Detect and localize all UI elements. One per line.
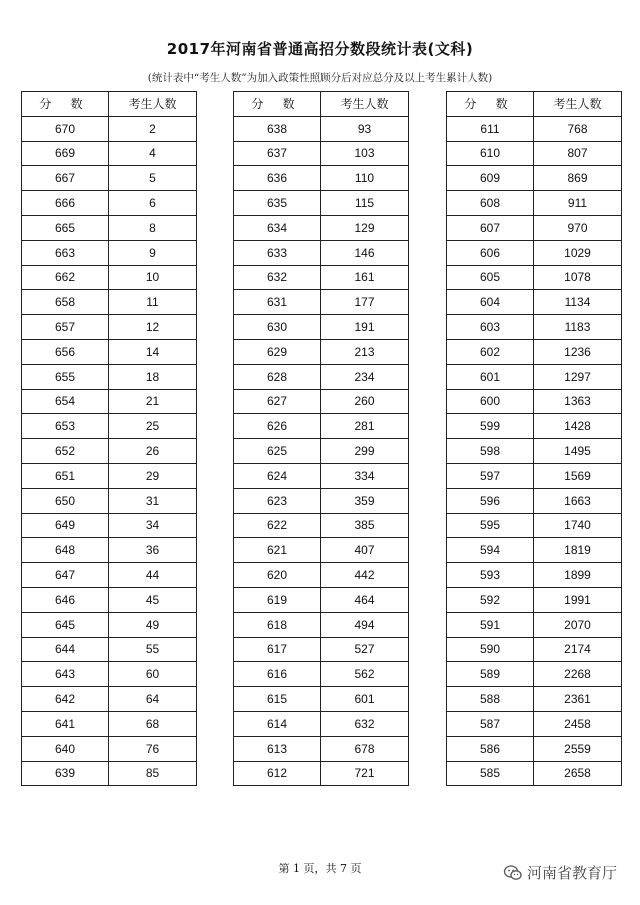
score-cell: 651 <box>22 463 109 488</box>
score-cell: 590 <box>447 637 534 662</box>
count-cell: 807 <box>534 141 622 166</box>
table-row <box>234 439 409 464</box>
score-cell: 624 <box>234 463 321 488</box>
count-cell: 1991 <box>534 587 622 612</box>
score-cell: 599 <box>447 414 534 439</box>
count-cell: 49 <box>109 612 197 637</box>
count-cell: 678 <box>321 736 409 761</box>
count-cell: 869 <box>534 166 622 191</box>
score-cell: 594 <box>447 538 534 563</box>
count-cell: 31 <box>109 488 197 513</box>
score-cell: 612 <box>234 761 321 786</box>
score-cell: 600 <box>447 389 534 414</box>
score-cell: 638 <box>234 116 321 141</box>
count-cell: 103 <box>321 141 409 166</box>
count-cell: 146 <box>321 240 409 265</box>
score-cell: 662 <box>22 265 109 290</box>
score-cell: 652 <box>22 439 109 464</box>
table-row <box>447 563 622 588</box>
count-cell: 1663 <box>534 488 622 513</box>
score-cell: 593 <box>447 563 534 588</box>
table-row <box>234 612 409 637</box>
count-cell: 2268 <box>534 662 622 687</box>
table-row <box>447 687 622 712</box>
score-cell: 604 <box>447 290 534 315</box>
table-row <box>22 364 197 389</box>
score-cell: 667 <box>22 166 109 191</box>
score-cell: 640 <box>22 736 109 761</box>
table-row <box>22 389 197 414</box>
score-cell: 650 <box>22 488 109 513</box>
score-cell: 666 <box>22 191 109 216</box>
count-cell: 34 <box>109 513 197 538</box>
score-cell: 605 <box>447 265 534 290</box>
score-cell: 641 <box>22 711 109 736</box>
count-cell: 911 <box>534 191 622 216</box>
score-cell: 629 <box>234 339 321 364</box>
count-cell: 10 <box>109 265 197 290</box>
score-cell: 670 <box>22 116 109 141</box>
count-cell: 1029 <box>534 240 622 265</box>
table-row <box>234 587 409 612</box>
count-cell: 29 <box>109 463 197 488</box>
table-row <box>447 166 622 191</box>
table-row <box>447 315 622 340</box>
table-row <box>234 736 409 761</box>
count-cell: 1495 <box>534 439 622 464</box>
score-cell: 615 <box>234 687 321 712</box>
table-row <box>447 364 622 389</box>
table-row <box>234 191 409 216</box>
count-cell: 494 <box>321 612 409 637</box>
table-row <box>447 141 622 166</box>
score-cell: 608 <box>447 191 534 216</box>
table-row <box>447 711 622 736</box>
table-row <box>234 637 409 662</box>
table-row <box>22 166 197 191</box>
score-cell: 619 <box>234 587 321 612</box>
score-table-3 <box>446 91 622 786</box>
score-cell: 613 <box>234 736 321 761</box>
table-body <box>234 116 409 786</box>
table-row <box>22 439 197 464</box>
table-row <box>22 637 197 662</box>
score-header: 分 数 <box>234 92 321 117</box>
table-row <box>22 612 197 637</box>
count-cell: 213 <box>321 339 409 364</box>
count-cell: 1740 <box>534 513 622 538</box>
score-cell: 649 <box>22 513 109 538</box>
table-body <box>22 116 197 786</box>
table-body <box>447 116 622 786</box>
count-cell: 1134 <box>534 290 622 315</box>
score-cell: 620 <box>234 563 321 588</box>
count-cell: 64 <box>109 687 197 712</box>
table-row <box>22 587 197 612</box>
count-cell: 562 <box>321 662 409 687</box>
count-cell: 12 <box>109 315 197 340</box>
page-number: 第 1 页，共 7 页 <box>278 862 362 875</box>
count-cell: 632 <box>321 711 409 736</box>
table-row <box>234 563 409 588</box>
table-row <box>234 761 409 786</box>
count-cell: 464 <box>321 587 409 612</box>
score-cell: 601 <box>447 364 534 389</box>
table-row <box>22 513 197 538</box>
table-row <box>234 215 409 240</box>
score-cell: 633 <box>234 240 321 265</box>
table-row <box>234 364 409 389</box>
score-cell: 645 <box>22 612 109 637</box>
table-row <box>234 166 409 191</box>
wechat-icon <box>503 864 523 882</box>
table-row <box>22 191 197 216</box>
table-row <box>447 662 622 687</box>
table-row <box>447 637 622 662</box>
score-cell: 631 <box>234 290 321 315</box>
count-header: 考生人数 <box>109 92 197 117</box>
table-row <box>447 513 622 538</box>
table-row <box>234 662 409 687</box>
score-cell: 635 <box>234 191 321 216</box>
table-row <box>22 761 197 786</box>
count-cell: 385 <box>321 513 409 538</box>
count-cell: 11 <box>109 290 197 315</box>
count-cell: 26 <box>109 439 197 464</box>
count-cell: 4 <box>109 141 197 166</box>
score-cell: 654 <box>22 389 109 414</box>
score-cell: 665 <box>22 215 109 240</box>
count-cell: 115 <box>321 191 409 216</box>
score-cell: 658 <box>22 290 109 315</box>
count-cell: 21 <box>109 389 197 414</box>
table-row <box>234 290 409 315</box>
table-row <box>447 761 622 786</box>
table-row <box>447 191 622 216</box>
count-cell: 6 <box>109 191 197 216</box>
score-cell: 648 <box>22 538 109 563</box>
count-cell: 9 <box>109 240 197 265</box>
score-cell: 592 <box>447 587 534 612</box>
count-cell: 1183 <box>534 315 622 340</box>
count-cell: 18 <box>109 364 197 389</box>
table-row <box>447 463 622 488</box>
table-row <box>22 488 197 513</box>
table-row <box>22 414 197 439</box>
count-cell: 2 <box>109 116 197 141</box>
score-cell: 596 <box>447 488 534 513</box>
page-title: 2017年河南省普通高招分数段统计表(文科) <box>166 40 474 58</box>
count-cell: 36 <box>109 538 197 563</box>
table-row <box>447 116 622 141</box>
score-cell: 639 <box>22 761 109 786</box>
score-cell: 626 <box>234 414 321 439</box>
table-row <box>22 215 197 240</box>
count-cell: 442 <box>321 563 409 588</box>
score-cell: 637 <box>234 141 321 166</box>
score-cell: 611 <box>447 116 534 141</box>
score-cell: 609 <box>447 166 534 191</box>
table-row <box>447 538 622 563</box>
count-cell: 93 <box>321 116 409 141</box>
table-row <box>447 215 622 240</box>
table-row <box>234 339 409 364</box>
table-row <box>234 687 409 712</box>
score-cell: 617 <box>234 637 321 662</box>
score-cell: 589 <box>447 662 534 687</box>
score-cell: 625 <box>234 439 321 464</box>
count-cell: 1569 <box>534 463 622 488</box>
score-cell: 618 <box>234 612 321 637</box>
count-cell: 334 <box>321 463 409 488</box>
count-cell: 8 <box>109 215 197 240</box>
score-cell: 655 <box>22 364 109 389</box>
table-row <box>22 538 197 563</box>
table-row <box>22 662 197 687</box>
table-row <box>22 315 197 340</box>
table-row <box>447 389 622 414</box>
table-row <box>234 389 409 414</box>
score-cell: 628 <box>234 364 321 389</box>
table-row <box>234 711 409 736</box>
score-cell: 642 <box>22 687 109 712</box>
table-row <box>447 290 622 315</box>
count-cell: 68 <box>109 711 197 736</box>
count-cell: 768 <box>534 116 622 141</box>
score-header: 分 数 <box>447 92 534 117</box>
score-cell: 656 <box>22 339 109 364</box>
count-cell: 1899 <box>534 563 622 588</box>
score-cell: 622 <box>234 513 321 538</box>
score-table-2 <box>233 91 409 786</box>
table-row <box>447 339 622 364</box>
table-row <box>447 736 622 761</box>
score-cell: 669 <box>22 141 109 166</box>
score-cell: 587 <box>447 711 534 736</box>
score-cell: 602 <box>447 339 534 364</box>
score-cell: 634 <box>234 215 321 240</box>
count-cell: 970 <box>534 215 622 240</box>
count-cell: 721 <box>321 761 409 786</box>
table-row <box>22 240 197 265</box>
count-cell: 44 <box>109 563 197 588</box>
table-row <box>234 513 409 538</box>
table-row <box>447 488 622 513</box>
score-cell: 616 <box>234 662 321 687</box>
score-cell: 603 <box>447 315 534 340</box>
count-cell: 299 <box>321 439 409 464</box>
score-cell: 585 <box>447 761 534 786</box>
count-cell: 2559 <box>534 736 622 761</box>
count-cell: 60 <box>109 662 197 687</box>
score-table-1 <box>21 91 197 786</box>
table-row <box>234 414 409 439</box>
table-row <box>22 687 197 712</box>
count-cell: 1078 <box>534 265 622 290</box>
table-row <box>447 587 622 612</box>
table-row <box>22 290 197 315</box>
score-cell: 621 <box>234 538 321 563</box>
count-header: 考生人数 <box>534 92 622 117</box>
count-cell: 527 <box>321 637 409 662</box>
score-cell: 657 <box>22 315 109 340</box>
count-header: 考生人数 <box>321 92 409 117</box>
table-row <box>22 736 197 761</box>
table-row <box>234 538 409 563</box>
score-cell: 647 <box>22 563 109 588</box>
count-cell: 45 <box>109 587 197 612</box>
score-cell: 586 <box>447 736 534 761</box>
count-cell: 359 <box>321 488 409 513</box>
count-cell: 191 <box>321 315 409 340</box>
score-cell: 607 <box>447 215 534 240</box>
table-row <box>234 315 409 340</box>
table-row <box>447 240 622 265</box>
table-row <box>447 414 622 439</box>
count-cell: 161 <box>321 265 409 290</box>
score-cell: 644 <box>22 637 109 662</box>
table-row <box>22 116 197 141</box>
count-cell: 234 <box>321 364 409 389</box>
score-cell: 663 <box>22 240 109 265</box>
count-cell: 129 <box>321 215 409 240</box>
count-cell: 55 <box>109 637 197 662</box>
table-row <box>22 265 197 290</box>
watermark <box>503 862 617 883</box>
header-row <box>447 92 622 117</box>
table-row <box>234 265 409 290</box>
score-cell: 595 <box>447 513 534 538</box>
score-cell: 598 <box>447 439 534 464</box>
count-cell: 1428 <box>534 414 622 439</box>
watermark-text: 河南省教育厅 <box>527 864 618 882</box>
count-cell: 2174 <box>534 637 622 662</box>
score-header: 分 数 <box>22 92 109 117</box>
score-cell: 636 <box>234 166 321 191</box>
count-cell: 1363 <box>534 389 622 414</box>
table-row <box>447 439 622 464</box>
header-row <box>234 92 409 117</box>
score-cell: 597 <box>447 463 534 488</box>
count-cell: 110 <box>321 166 409 191</box>
header-row <box>22 92 197 117</box>
score-cell: 627 <box>234 389 321 414</box>
score-cell: 643 <box>22 662 109 687</box>
score-cell: 646 <box>22 587 109 612</box>
table-row <box>22 711 197 736</box>
score-cell: 630 <box>234 315 321 340</box>
table-row <box>447 612 622 637</box>
count-cell: 1236 <box>534 339 622 364</box>
score-cell: 610 <box>447 141 534 166</box>
table-row <box>22 339 197 364</box>
count-cell: 281 <box>321 414 409 439</box>
count-cell: 5 <box>109 166 197 191</box>
count-cell: 177 <box>321 290 409 315</box>
table-row <box>234 240 409 265</box>
count-cell: 2361 <box>534 687 622 712</box>
count-cell: 601 <box>321 687 409 712</box>
table-row <box>234 116 409 141</box>
score-cell: 623 <box>234 488 321 513</box>
page-subtitle: (统计表中“考生人数”为加入政策性照顾分后对应总分及以上考生累计人数) <box>147 72 493 84</box>
count-cell: 76 <box>109 736 197 761</box>
count-cell: 25 <box>109 414 197 439</box>
table-row <box>234 141 409 166</box>
table-row <box>234 488 409 513</box>
count-cell: 85 <box>109 761 197 786</box>
score-cell: 588 <box>447 687 534 712</box>
score-cell: 614 <box>234 711 321 736</box>
table-row <box>22 141 197 166</box>
table-row <box>22 463 197 488</box>
score-cell: 606 <box>447 240 534 265</box>
table-row <box>22 563 197 588</box>
score-cell: 632 <box>234 265 321 290</box>
table-row <box>447 265 622 290</box>
count-cell: 407 <box>321 538 409 563</box>
score-cell: 653 <box>22 414 109 439</box>
count-cell: 2458 <box>534 711 622 736</box>
count-cell: 1819 <box>534 538 622 563</box>
count-cell: 260 <box>321 389 409 414</box>
count-cell: 14 <box>109 339 197 364</box>
count-cell: 2070 <box>534 612 622 637</box>
score-cell: 591 <box>447 612 534 637</box>
count-cell: 1297 <box>534 364 622 389</box>
table-row <box>234 463 409 488</box>
count-cell: 2658 <box>534 761 622 786</box>
